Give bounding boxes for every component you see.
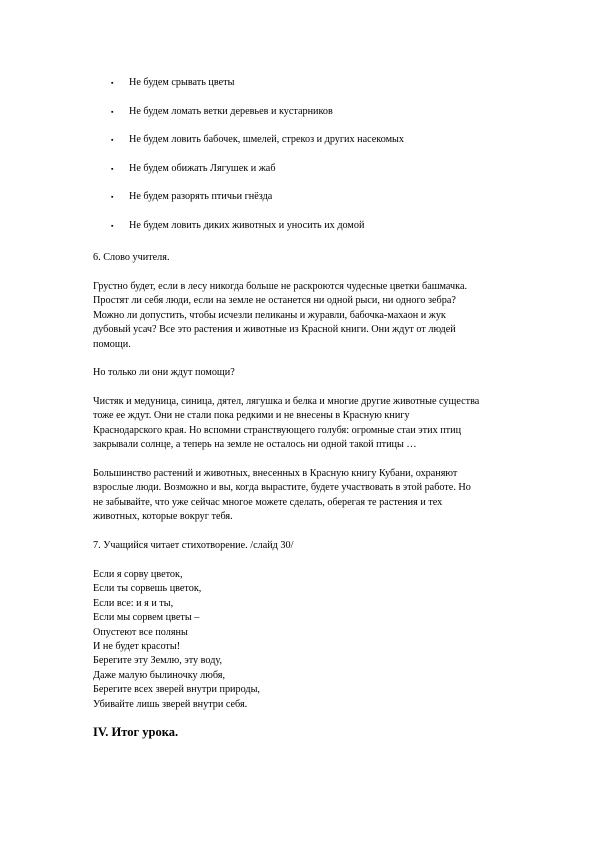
paragraph-1 bbox=[93, 280, 553, 352]
paragraph-line: Чистяк и медуница, синица, дятел, лягушка и белка и многие другие животные существа bbox=[93, 396, 480, 407]
list-item bbox=[0, 133, 595, 162]
list-item bbox=[0, 76, 595, 105]
poem-line: Если ты сорвешь цветок, bbox=[93, 583, 202, 595]
list-item bbox=[0, 162, 595, 191]
poem-line: Если я сорву цветок, bbox=[93, 569, 183, 580]
paragraph-line: Краснодарского края. Но вспомни странствующего голубя: огромные стаи этих птиц bbox=[93, 424, 462, 436]
list-item-text: Не будем срывать цветы bbox=[129, 77, 235, 88]
poem-line: Даже малую былиночку любя, bbox=[93, 669, 226, 681]
bullet-square-icon: ▪ bbox=[111, 221, 114, 230]
list-item-text: Не будем разорять птичьи гнёзда bbox=[129, 191, 273, 203]
paragraph-line: дубовый усач? Все это растения и животные из Красной книги. Они ждут от людей bbox=[93, 324, 456, 336]
list-item-text: Не будем обижать Лягушек и жаб bbox=[129, 162, 276, 174]
list-item-text: Не будем ломать ветки деревьев и кустарников bbox=[129, 105, 333, 117]
poem-line: И не будет красоты! bbox=[93, 641, 181, 653]
bullet-square-icon: ▪ bbox=[111, 79, 114, 87]
poem-line: Если мы сорвем цветы – bbox=[93, 612, 200, 624]
paragraph-2 bbox=[93, 366, 553, 380]
paragraph-line: Простят ли себя люди, если на земле не останется ни одной рыси, ни одного зебра? bbox=[93, 295, 456, 307]
rules-list bbox=[0, 76, 595, 248]
poem-line: Опустеют все поляны bbox=[93, 626, 188, 638]
list-item-text: Не будем ловить диких животных и уносить их домой bbox=[129, 219, 365, 231]
paragraph-line: не забывайте, что уже сейчас многое можете сделать, оберегая те растения и тех bbox=[93, 496, 443, 508]
bullet-square-icon: ▪ bbox=[111, 164, 114, 173]
paragraph-line: закрывали солнце, а теперь на земле не осталось ни одной такой птицы … bbox=[93, 439, 417, 451]
list-item-text: Не будем ловить бабочек, шмелей, стрекоз и других насекомых bbox=[129, 134, 404, 146]
paragraph-line: тоже ее ждут. Они не стали пока редкими и не внесены в Красную книгу bbox=[93, 410, 410, 422]
bullet-square-icon: ▪ bbox=[111, 107, 114, 116]
poem bbox=[93, 568, 553, 712]
paragraph-line: Грустно будет, если в лесу никогда больше не раскроются чудесные цветки башмачка. bbox=[93, 281, 468, 292]
bullet-square-icon: ▪ bbox=[111, 136, 114, 145]
bullet-square-icon: ▪ bbox=[111, 193, 114, 202]
poem-line: Берегите всех зверей внутри природы, bbox=[93, 684, 260, 696]
poem-line: Если все: и я и ты, bbox=[93, 597, 174, 609]
section-6-title: 6. Слово учителя. bbox=[93, 252, 170, 263]
list-item bbox=[0, 105, 595, 134]
paragraph-line: животных, которые вокруг тебя. bbox=[93, 511, 233, 523]
paragraph-4 bbox=[93, 467, 553, 525]
paragraph-line: Можно ли допустить, чтобы исчезли пеликаны и журавли, бабочка-махаон и жук bbox=[93, 309, 446, 321]
poem-line: Убивайте лишь зверей внутри себя. bbox=[93, 698, 248, 710]
paragraph-line: взрослые люди. Возможно и вы, когда вырастите, будете участвовать в этой работе. Но bbox=[93, 482, 471, 494]
section-7-title: 7. Учащийся читает стихотворение. /слайд 30/ bbox=[93, 540, 294, 551]
paragraph-line: Но только ли они ждут помощи? bbox=[93, 367, 235, 378]
list-item bbox=[0, 190, 595, 219]
paragraph-line: помощи. bbox=[93, 338, 131, 350]
paragraph-line: Большинство растений и животных, внесенных в Красную книгу Кубани, охраняют bbox=[93, 468, 458, 479]
poem-line: Берегите эту Землю, эту воду, bbox=[93, 655, 223, 667]
list-item bbox=[0, 219, 595, 248]
section-iv-heading: IV. Итог урока. bbox=[93, 725, 179, 739]
paragraph-3 bbox=[93, 395, 553, 453]
